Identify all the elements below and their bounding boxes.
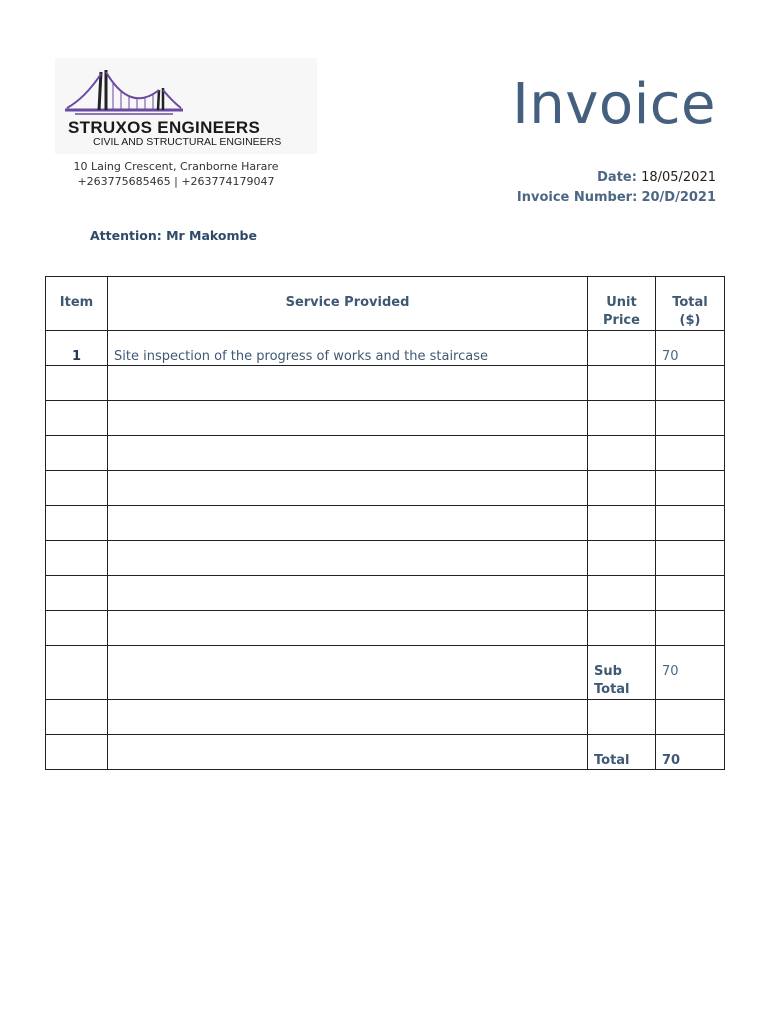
- cell-unit-price: [588, 471, 656, 506]
- attention-line: Attention: Mr Makombe: [90, 228, 257, 243]
- subtotal-label: [588, 646, 656, 700]
- total-row: [46, 735, 725, 770]
- total-value: 70: [656, 735, 725, 770]
- table-row: [46, 401, 725, 436]
- bridge-logo-icon: [55, 58, 317, 118]
- cell-total: [656, 541, 725, 576]
- cell-total: [656, 471, 725, 506]
- cell-item: [46, 366, 108, 401]
- header-total: Total ($): [656, 277, 725, 331]
- cell-item: [46, 471, 108, 506]
- header-unit-price: [588, 277, 656, 331]
- invoice-meta: [517, 168, 716, 208]
- cell-total: [656, 611, 725, 646]
- company-tagline: CIVIL AND STRUCTURAL ENGINEERS: [93, 136, 282, 148]
- cell-service: [108, 700, 588, 735]
- cell-unit-price: [588, 436, 656, 471]
- cell-total: [656, 506, 725, 541]
- company-address-block: [60, 159, 292, 189]
- total-label: Total: [588, 735, 656, 770]
- cell-item: [46, 646, 108, 700]
- date-line: [517, 168, 716, 188]
- company-address: 10 Laing Crescent, Cranborne Harare: [73, 160, 279, 173]
- cell-total: [656, 436, 725, 471]
- table-row: [46, 436, 725, 471]
- company-name: STRUXOS ENGINEERS: [68, 118, 261, 137]
- table-row: [46, 611, 725, 646]
- company-logo: [55, 58, 317, 154]
- cell-item: [46, 700, 108, 735]
- cell-unit-price: [588, 700, 656, 735]
- table-row: [46, 366, 725, 401]
- cell-total: [656, 576, 725, 611]
- cell-service: [108, 366, 588, 401]
- cell-item: [46, 506, 108, 541]
- cell-item: [46, 735, 108, 770]
- cell-total: 70: [656, 331, 725, 366]
- cell-item: [46, 611, 108, 646]
- table-row: [46, 541, 725, 576]
- cell-service: [108, 646, 588, 700]
- table-row: [46, 700, 725, 735]
- cell-item: [46, 436, 108, 471]
- cell-service: [108, 541, 588, 576]
- table-row: [46, 576, 725, 611]
- company-phones: +263775685465 | +263774179047: [77, 175, 275, 188]
- header-service: Service Provided: [108, 277, 588, 331]
- invoice-number-label: Invoice Number:: [516, 190, 638, 205]
- cell-item: 1: [46, 331, 108, 366]
- cell-unit-price: [588, 366, 656, 401]
- cell-unit-price: [588, 576, 656, 611]
- invoice-title: Invoice: [512, 72, 716, 137]
- cell-unit-price: [588, 506, 656, 541]
- subtotal-value: 70: [656, 646, 725, 700]
- date-value: 18/05/2021: [641, 170, 716, 185]
- date-label: Date:: [597, 170, 637, 185]
- subtotal-label-line2: Total: [594, 682, 630, 697]
- header-item: Item: [46, 277, 108, 331]
- header-unit-price-line2: Price: [603, 313, 640, 328]
- cell-service: [108, 506, 588, 541]
- cell-unit-price: [588, 331, 656, 366]
- cell-service: Site inspection of the progress of works and the staircase: [108, 331, 588, 366]
- cell-service: [108, 576, 588, 611]
- subtotal-label-line1: Sub: [594, 664, 622, 679]
- subtotal-row: [46, 646, 725, 700]
- cell-service: [108, 436, 588, 471]
- cell-total: [656, 401, 725, 436]
- cell-total: [656, 366, 725, 401]
- header-unit-price-line1: Unit: [606, 295, 637, 310]
- cell-service: [108, 735, 588, 770]
- cell-item: [46, 541, 108, 576]
- cell-unit-price: [588, 401, 656, 436]
- cell-item: [46, 401, 108, 436]
- table-header-row: [46, 277, 725, 331]
- invoice-number-value: 20/D/2021: [641, 190, 716, 205]
- cell-service: [108, 401, 588, 436]
- cell-service: [108, 611, 588, 646]
- cell-service: [108, 471, 588, 506]
- table-row: [46, 506, 725, 541]
- table-row: [46, 331, 725, 366]
- table-row: [46, 471, 725, 506]
- cell-unit-price: [588, 541, 656, 576]
- cell-item: [46, 576, 108, 611]
- cell-unit-price: [588, 611, 656, 646]
- invoice-number-line: [517, 188, 716, 208]
- invoice-items-table: [45, 276, 725, 770]
- cell-total: [656, 700, 725, 735]
